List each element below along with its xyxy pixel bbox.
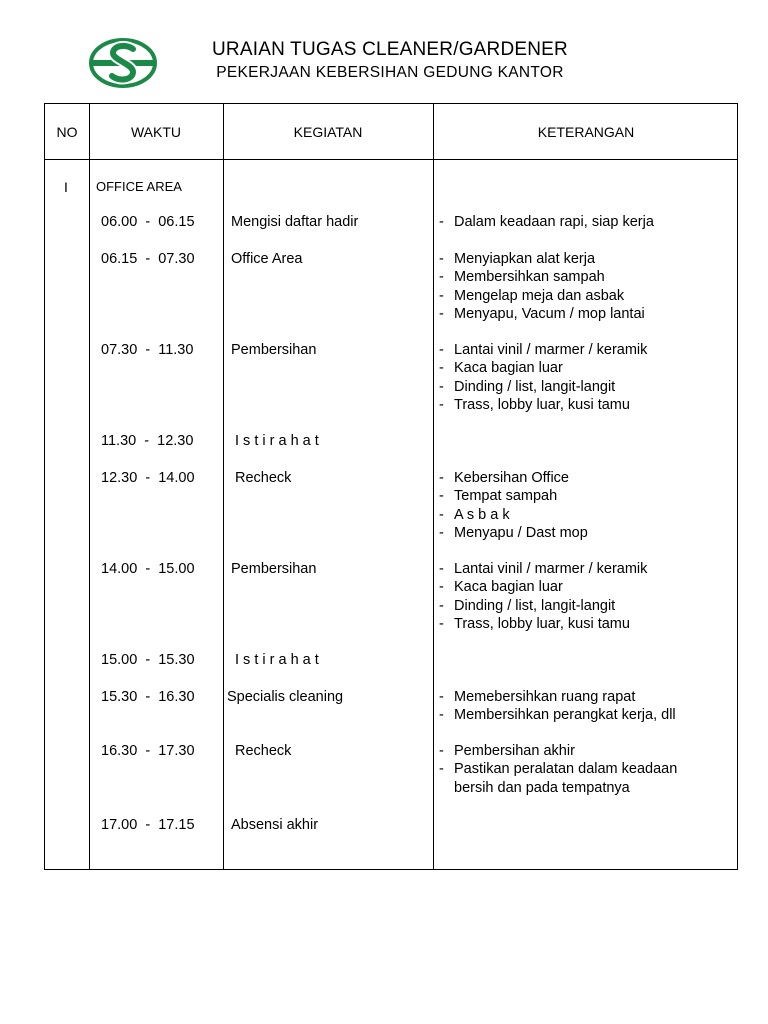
time-range: 17.00 - 17.15 [101, 817, 195, 833]
activity: Pembersihan [231, 561, 317, 577]
notes-list [439, 688, 676, 725]
note-item: - Lantai vinil / marmer / keramik [439, 342, 648, 358]
document-subtitle: PEKERJAAN KEBERSIHAN GEDUNG KANTOR [216, 64, 564, 81]
note-item: - Dalam keadaan rapi, siap kerja [439, 214, 654, 230]
time-range: 14.00 - 15.00 [101, 561, 195, 577]
time-range: 15.00 - 15.30 [101, 652, 195, 668]
note-item: - Trass, lobby luar, kusi tamu [439, 396, 630, 413]
time-range: 12.30 - 14.00 [101, 470, 195, 486]
section-title: OFFICE AREA [96, 179, 182, 194]
activity: I s t i r a h a t [235, 652, 319, 668]
duty-table [44, 103, 738, 870]
note-item: - Tempat sampah [439, 488, 558, 505]
time-range: 06.00 - 06.15 [101, 214, 195, 230]
activity: Absensi akhir [231, 817, 319, 833]
header-divider [45, 159, 737, 160]
note-item: - Pembersihan akhir [439, 743, 575, 759]
note-item-continuation: bersih dan pada tempatnya [454, 779, 630, 796]
activity: Office Area [231, 251, 303, 267]
note-item: - Pastikan peralatan dalam keadaan [439, 761, 678, 778]
note-item: - Mengelap meja dan asbak [439, 287, 625, 304]
note-item: - Menyiapkan alat kerja [439, 251, 596, 267]
section-number: I [64, 179, 68, 195]
activity: Specialis cleaning [227, 689, 344, 705]
column-header-kegiatan: KEGIATAN [293, 124, 363, 140]
time-range: 07.30 - 11.30 [101, 342, 194, 358]
note-item: - Menyapu, Vacum / mop lantai [439, 305, 645, 322]
column-divider [433, 104, 434, 869]
note-item: - Lantai vinil / marmer / keramik [439, 561, 648, 577]
notes-list [439, 341, 647, 414]
notes-list [439, 560, 647, 633]
notes-list [439, 250, 645, 323]
note-item: - Membersihkan sampah [439, 269, 605, 286]
document-title: URAIAN TUGAS CLEANER/GARDENER [212, 39, 568, 60]
note-item: - Kaca bagian luar [439, 360, 563, 377]
note-item: - Trass, lobby luar, kusi tamu [439, 615, 630, 632]
activity: Mengisi daftar hadir [231, 214, 359, 230]
note-item: - Dinding / list, langit-langit [439, 597, 616, 614]
note-item: - Menyapu / Dast mop [439, 524, 588, 541]
column-header-no: NO [56, 124, 78, 140]
activity: Recheck [235, 743, 292, 759]
notes-list [439, 742, 677, 797]
column-divider [89, 104, 90, 869]
time-range: 15.30 - 16.30 [101, 689, 195, 705]
time-range: 06.15 - 07.30 [101, 251, 195, 267]
column-divider [223, 104, 224, 869]
notes-list [439, 213, 654, 231]
note-item: - Memebersihkan ruang rapat [439, 689, 636, 705]
column-header-keterangan: KETERANGAN [537, 124, 635, 140]
time-range: 11.30 - 12.30 [101, 433, 194, 449]
note-item: - Kaca bagian luar [439, 579, 563, 596]
note-item: - Dinding / list, langit-langit [439, 378, 616, 395]
notes-list [439, 469, 588, 542]
note-item: - Kebersihan Office [439, 470, 569, 486]
note-item: - Membersihkan perangkat kerja, dll [439, 707, 676, 724]
time-range: 16.30 - 17.30 [101, 743, 195, 759]
column-header-waktu: WAKTU [130, 124, 182, 140]
activity: Recheck [235, 470, 292, 486]
activity: I s t i r a h a t [235, 433, 319, 449]
note-item: - A s b a k [439, 506, 510, 523]
activity: Pembersihan [231, 342, 317, 358]
